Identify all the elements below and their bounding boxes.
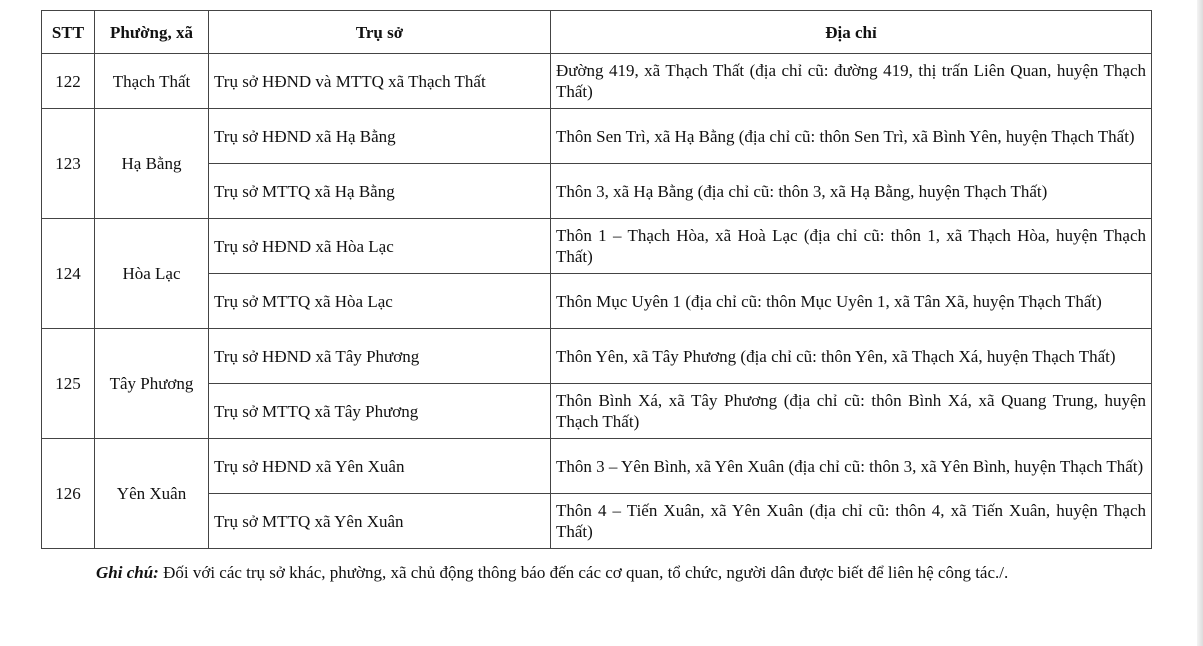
address-cell: Thôn Sen Trì, xã Hạ Bằng (địa chỉ cũ: thôn Sen Trì, xã Bình Yên, huyện Thạch Thất): [551, 109, 1152, 164]
stt-cell: 123: [42, 109, 95, 219]
address-cell: Thôn 3, xã Hạ Bằng (địa chỉ cũ: thôn 3, xã Hạ Bằng, huyện Thạch Thất): [551, 164, 1152, 219]
table-row: [42, 109, 1152, 164]
footnote-text: Đối với các trụ sở khác, phường, xã chủ động thông báo đến các cơ quan, tổ chức, người dân được biết để liên hệ công tác./.: [158, 563, 1009, 582]
office-address-table: [41, 10, 1152, 549]
table-row: [42, 384, 1152, 439]
header-stt: STT: [42, 11, 95, 54]
table-row: [42, 274, 1152, 329]
stt-cell: 124: [42, 219, 95, 329]
ward-cell: Tây Phương: [95, 329, 209, 439]
ward-cell: Hạ Bằng: [95, 109, 209, 219]
address-cell: Thôn Bình Xá, xã Tây Phương (địa chỉ cũ: thôn Bình Xá, xã Quang Trung, huyện Thạch Thất): [551, 384, 1152, 439]
table-row: [42, 494, 1152, 549]
header-ward: Phường, xã: [95, 11, 209, 54]
page-edge-shadow: [1197, 0, 1203, 646]
address-cell: Đường 419, xã Thạch Thất (địa chỉ cũ: đường 419, thị trấn Liên Quan, huyện Thạch Thất): [551, 54, 1152, 109]
header-address: Địa chỉ: [551, 11, 1152, 54]
office-cell: Trụ sở MTTQ xã Hòa Lạc: [209, 274, 551, 329]
stt-cell: 126: [42, 439, 95, 549]
stt-cell: 122: [42, 54, 95, 109]
office-cell: Trụ sở MTTQ xã Yên Xuân: [209, 494, 551, 549]
office-cell: Trụ sở HĐND xã Tây Phương: [209, 329, 551, 384]
footnote: [41, 559, 1151, 586]
stt-cell: 125: [42, 329, 95, 439]
address-cell: Thôn 4 – Tiến Xuân, xã Yên Xuân (địa chỉ cũ: thôn 4, xã Tiến Xuân, huyện Thạch Thất): [551, 494, 1152, 549]
table-header-row: [42, 11, 1152, 54]
table-row: [42, 329, 1152, 384]
address-cell: Thôn 1 – Thạch Hòa, xã Hoà Lạc (địa chỉ cũ: thôn 1, xã Thạch Hòa, huyện Thạch Thất): [551, 219, 1152, 274]
table-row: [42, 164, 1152, 219]
office-cell: Trụ sở MTTQ xã Hạ Bằng: [209, 164, 551, 219]
footnote-label: Ghi chú:: [96, 563, 159, 582]
office-cell: Trụ sở HĐND xã Yên Xuân: [209, 439, 551, 494]
address-cell: Thôn Yên, xã Tây Phương (địa chỉ cũ: thôn Yên, xã Thạch Xá, huyện Thạch Thất): [551, 329, 1152, 384]
header-office: Trụ sở: [209, 11, 551, 54]
ward-cell: Hòa Lạc: [95, 219, 209, 329]
office-cell: Trụ sở HĐND và MTTQ xã Thạch Thất: [209, 54, 551, 109]
ward-cell: Thạch Thất: [95, 54, 209, 109]
office-cell: Trụ sở MTTQ xã Tây Phương: [209, 384, 551, 439]
office-cell: Trụ sở HĐND xã Hạ Bằng: [209, 109, 551, 164]
table-row: [42, 54, 1152, 109]
table-row: [42, 219, 1152, 274]
ward-cell: Yên Xuân: [95, 439, 209, 549]
table-row: [42, 439, 1152, 494]
address-cell: Thôn 3 – Yên Bình, xã Yên Xuân (địa chỉ cũ: thôn 3, xã Yên Bình, huyện Thạch Thất): [551, 439, 1152, 494]
address-cell: Thôn Mục Uyên 1 (địa chỉ cũ: thôn Mục Uyên 1, xã Tân Xã, huyện Thạch Thất): [551, 274, 1152, 329]
office-cell: Trụ sở HĐND xã Hòa Lạc: [209, 219, 551, 274]
